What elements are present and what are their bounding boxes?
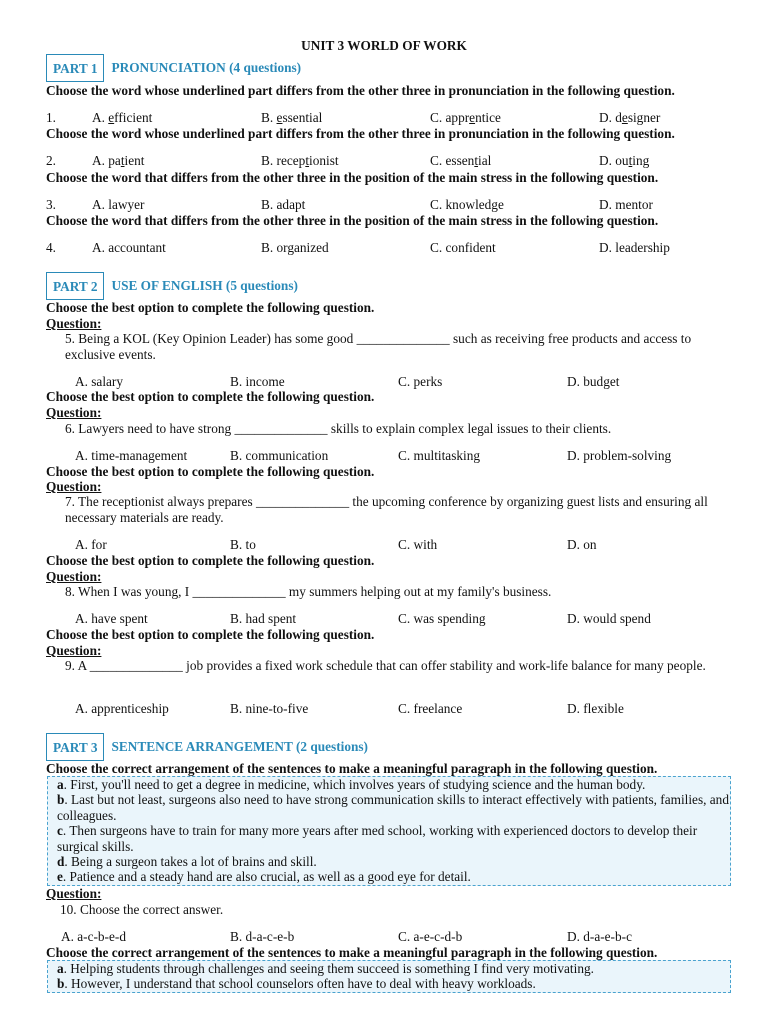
question-label: Question: — [46, 316, 102, 331]
option-c[interactable]: C. a-e-c-d-b — [398, 929, 463, 944]
option-c[interactable]: C. freelance — [398, 701, 463, 716]
question-1 — [46, 110, 736, 126]
option-a[interactable]: A. efficient — [92, 110, 153, 125]
question-number: 1. — [46, 110, 56, 125]
option-b[interactable]: B. adapt — [261, 197, 306, 212]
instruction: Choose the correct arrangement of the sentences to make a meaningful paragraph in the following question. — [46, 945, 658, 960]
instruction: Choose the correct arrangement of the sentences to make a meaningful paragraph in the following question. — [46, 761, 658, 776]
question-6-options — [46, 448, 736, 464]
option-a[interactable]: A. have spent — [75, 611, 148, 626]
instruction: Choose the best option to complete the following question. — [46, 389, 375, 404]
option-c[interactable]: C. knowledge — [430, 197, 504, 212]
option-b[interactable]: B. income — [230, 374, 285, 389]
sentence-a: a. First, you'll need to get a degree in medicine, which involves years of studying science and the human body. — [57, 777, 646, 792]
sentence-d: d. Being a surgeon takes a lot of brains and skill. — [57, 854, 317, 870]
part1-title: PRONUNCIATION (4 questions) — [111, 60, 302, 76]
part1-label: PART 1 — [46, 54, 104, 82]
option-a[interactable]: A. a-c-b-e-d — [61, 929, 126, 944]
instruction: Choose the word that differs from the other three in the position of the main stress in the following question. — [46, 170, 659, 185]
question-10-options — [46, 929, 736, 945]
question-9-options — [46, 701, 736, 717]
question-label: Question: — [46, 569, 102, 584]
option-b[interactable]: B. essential — [261, 110, 323, 125]
question-label: Question: — [46, 405, 102, 420]
question-5-options — [46, 374, 736, 390]
instruction: Choose the best option to complete the following question. — [46, 300, 375, 315]
option-d[interactable]: D. would spend — [567, 611, 651, 626]
option-a[interactable]: A. salary — [75, 374, 123, 389]
part3-label: PART 3 — [46, 733, 104, 761]
option-c[interactable]: C. apprentice — [430, 110, 501, 125]
option-b[interactable]: B. receptionist — [261, 153, 339, 168]
option-d[interactable]: D. mentor — [599, 197, 653, 212]
question-6-text: 6. Lawyers need to have strong ______________ skills to explain complex legal issues to their clients. — [65, 421, 612, 436]
instruction: Choose the word whose underlined part differs from the other three in pronunciation in the following question. — [46, 126, 675, 141]
option-d[interactable]: D. flexible — [567, 701, 624, 716]
sentence-b: b. Last but not least, surgeons also need to have strong communication skills to interact effectively with patients, families, and colleagues. — [57, 792, 729, 823]
option-c[interactable]: C. essential — [430, 153, 492, 168]
option-a[interactable]: A. apprenticeship — [75, 701, 169, 716]
instruction: Choose the best option to complete the following question. — [46, 464, 375, 479]
question-4 — [46, 240, 736, 256]
instruction: Choose the word that differs from the other three in the position of the main stress in the following question. — [46, 213, 659, 228]
option-d[interactable]: D. designer — [599, 110, 661, 125]
question-8-text: 8. When I was young, I ______________ my summers helping out at my family's business. — [65, 584, 552, 599]
option-a[interactable]: A. patient — [92, 153, 145, 168]
option-a[interactable]: A. for — [75, 537, 107, 552]
sentence-box-2 — [47, 960, 731, 993]
sentence-box-1 — [47, 776, 731, 886]
question-label: Question: — [46, 479, 102, 494]
sentence-c: c. Then surgeons have to train for many more years after med school, working with experienced doctors to develop their surgical skills. — [57, 823, 698, 854]
question-label: Question: — [46, 643, 102, 658]
option-b[interactable]: B. had spent — [230, 611, 297, 626]
option-b[interactable]: B. communication — [230, 448, 329, 463]
part3-header — [46, 733, 368, 761]
sentence-a: a. Helping students through challenges and seeing them succeed is something I find very motivating. — [57, 961, 594, 976]
question-5-text: 5. Being a KOL (Key Opinion Leader) has some good ______________ such as receiving free products and access to exclusive events. — [65, 331, 692, 362]
question-9-text: 9. A ______________ job provides a fixed work schedule that can offer stability and work-life balance for many people. — [65, 658, 706, 673]
question-7-text: 7. The receptionist always prepares ______________ the upcoming conference by organizing guest lists and ensuring all necessary materials are ready. — [65, 494, 708, 525]
option-a[interactable]: A. lawyer — [92, 197, 145, 212]
instruction: Choose the word whose underlined part differs from the other three in pronunciation in the following question. — [46, 83, 675, 98]
option-d[interactable]: D. leadership — [599, 240, 670, 255]
question-7-options — [46, 537, 736, 553]
part1-header — [46, 54, 301, 82]
page-title: UNIT 3 WORLD OF WORK — [301, 38, 467, 53]
part3-title: SENTENCE ARRANGEMENT (2 questions) — [111, 739, 368, 755]
option-c[interactable]: C. with — [398, 537, 438, 552]
option-d[interactable]: D. d-a-e-b-c — [567, 929, 632, 944]
question-8-options — [46, 611, 736, 627]
option-d[interactable]: D. outing — [599, 153, 650, 168]
question-label: Question: — [46, 886, 102, 901]
question-number: 2. — [46, 153, 56, 168]
part2-title: USE OF ENGLISH (5 questions) — [111, 278, 298, 294]
option-d[interactable]: D. on — [567, 537, 597, 552]
option-c[interactable]: C. confident — [430, 240, 496, 255]
part2-header — [46, 272, 298, 300]
sentence-e: e. Patience and a steady hand are also crucial, as well as a good eye for detail. — [57, 869, 471, 885]
question-number: 4. — [46, 240, 56, 255]
option-b[interactable]: B. to — [230, 537, 256, 552]
instruction: Choose the best option to complete the following question. — [46, 627, 375, 642]
part2-label: PART 2 — [46, 272, 104, 300]
option-b[interactable]: B. nine-to-five — [230, 701, 309, 716]
option-b[interactable]: B. d-a-c-e-b — [230, 929, 295, 944]
option-c[interactable]: C. perks — [398, 374, 443, 389]
option-a[interactable]: A. time-management — [75, 448, 188, 463]
instruction: Choose the best option to complete the following question. — [46, 553, 375, 568]
question-10-text: 10. Choose the correct answer. — [60, 902, 224, 917]
option-b[interactable]: B. organized — [261, 240, 329, 255]
option-c[interactable]: C. multitasking — [398, 448, 481, 463]
question-2 — [46, 153, 736, 169]
option-c[interactable]: C. was spending — [398, 611, 486, 626]
option-d[interactable]: D. budget — [567, 374, 620, 389]
option-d[interactable]: D. problem-solving — [567, 448, 672, 463]
sentence-b: b. However, I understand that school counselors often have to deal with heavy workloads. — [57, 976, 536, 992]
option-a[interactable]: A. accountant — [92, 240, 166, 255]
question-number: 3. — [46, 197, 56, 212]
question-3 — [46, 197, 736, 213]
